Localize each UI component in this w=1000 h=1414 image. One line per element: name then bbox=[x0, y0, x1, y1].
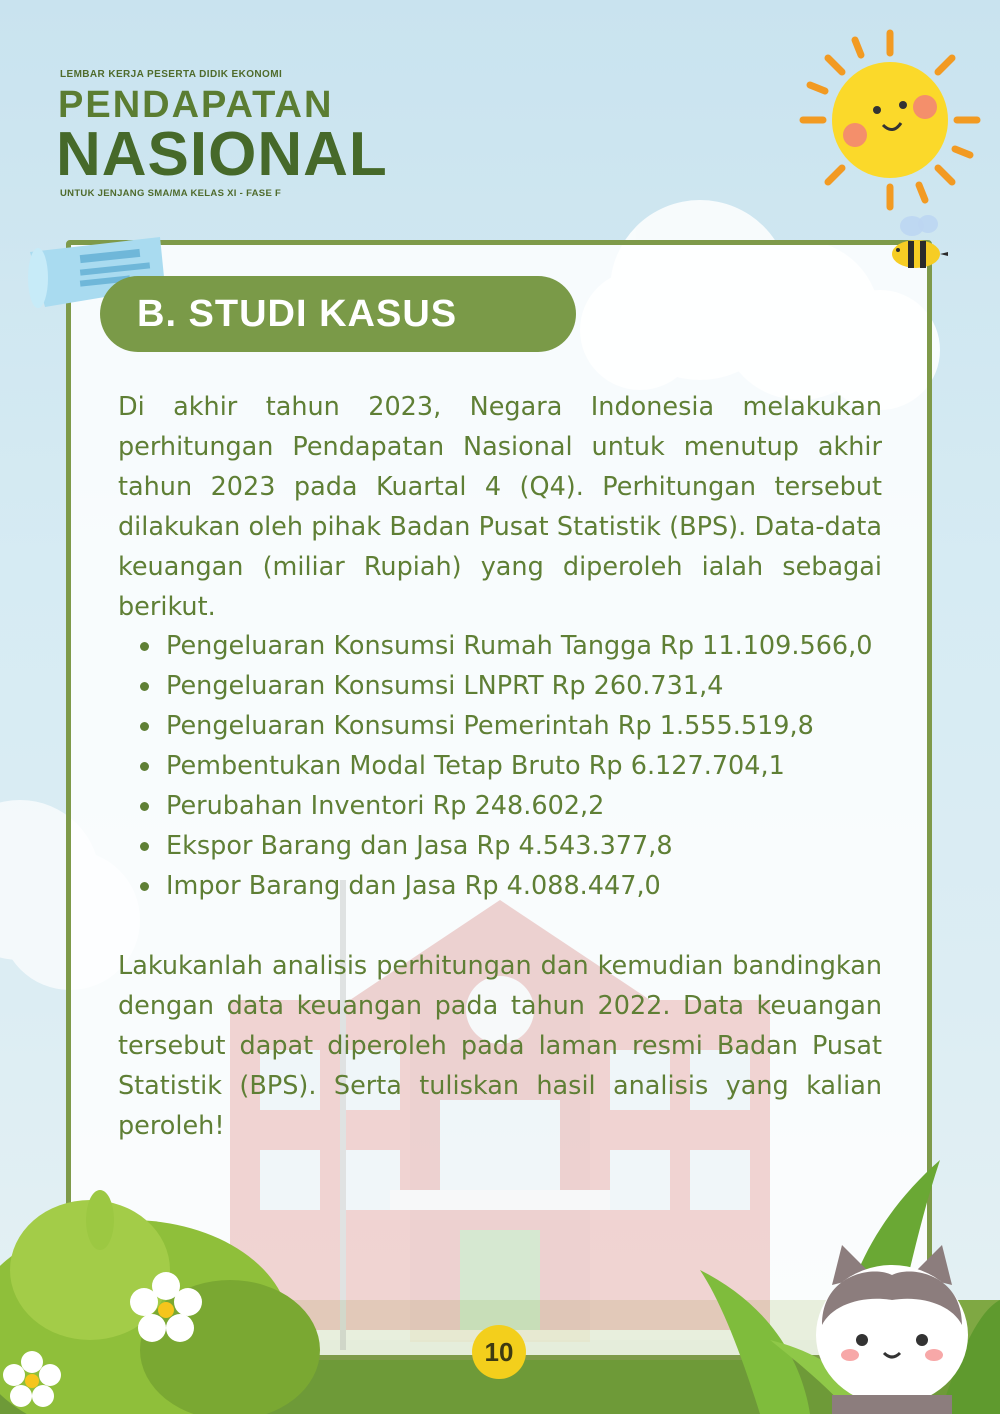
list-item: Pengeluaran Konsumsi Pemerintah Rp 1.555.519,8 bbox=[118, 706, 882, 746]
page-number-badge: 10 bbox=[472, 1325, 526, 1379]
bullet-icon bbox=[140, 802, 149, 811]
cat-icon bbox=[812, 1245, 972, 1414]
list-item: Pengeluaran Konsumsi Rumah Tangga Rp 11.109.566,0 bbox=[118, 626, 882, 666]
list-item: Pembentukan Modal Tetap Bruto Rp 6.127.704,1 bbox=[118, 746, 882, 786]
bullet-icon bbox=[140, 642, 149, 651]
list-item: Ekspor Barang dan Jasa Rp 4.543.377,8 bbox=[118, 826, 882, 866]
bullet-icon bbox=[140, 722, 149, 731]
worksheet-kicker: LEMBAR KERJA PESERTA DIDIK EKONOMI bbox=[60, 69, 283, 80]
flower-icon bbox=[2, 1350, 62, 1410]
bullet-icon bbox=[140, 882, 149, 891]
intro-paragraph: Di akhir tahun 2023, Negara Indonesia melakukan perhitungan Pendapatan Nasional untuk menutup akhir tahun 2023 pada Kuartal 4 (Q4). Perhitungan tersebut dilakukan oleh pihak Badan Pusat Statistik (BPS). Data-data keuangan (miliar Rupiah) yang diperoleh ialah sebagai berikut. bbox=[118, 392, 882, 622]
title-line-2: NASIONAL bbox=[56, 120, 388, 189]
list-item: Perubahan Inventori Rp 248.602,2 bbox=[118, 786, 882, 826]
bullet-icon bbox=[140, 682, 149, 691]
section-title: B. STUDI KASUS bbox=[137, 293, 458, 335]
title-line-1: PENDAPATAN bbox=[58, 84, 334, 126]
worksheet-subtitle: UNTUK JENJANG SMA/MA KELAS XI - FASE F bbox=[60, 188, 282, 199]
list-item: Impor Barang dan Jasa Rp 4.088.447,0 bbox=[118, 866, 882, 906]
bullet-icon bbox=[140, 842, 149, 851]
bee-icon bbox=[882, 210, 948, 276]
sun-icon bbox=[795, 25, 985, 215]
list-item: Pengeluaran Konsumsi LNPRT Rp 260.731,4 bbox=[118, 666, 882, 706]
data-list bbox=[118, 626, 882, 906]
flower-icon bbox=[128, 1270, 204, 1346]
instruction-paragraph: Lakukanlah analisis perhitungan dan kemudian bandingkan dengan data keuangan pada tahun 2022. Data keuangan tersebut dapat diperoleh pada laman resmi Badan Pusat Statistik (BPS). Serta tuliskan hasil analisis yang kalian peroleh! bbox=[118, 951, 882, 1141]
bullet-icon bbox=[140, 762, 149, 771]
